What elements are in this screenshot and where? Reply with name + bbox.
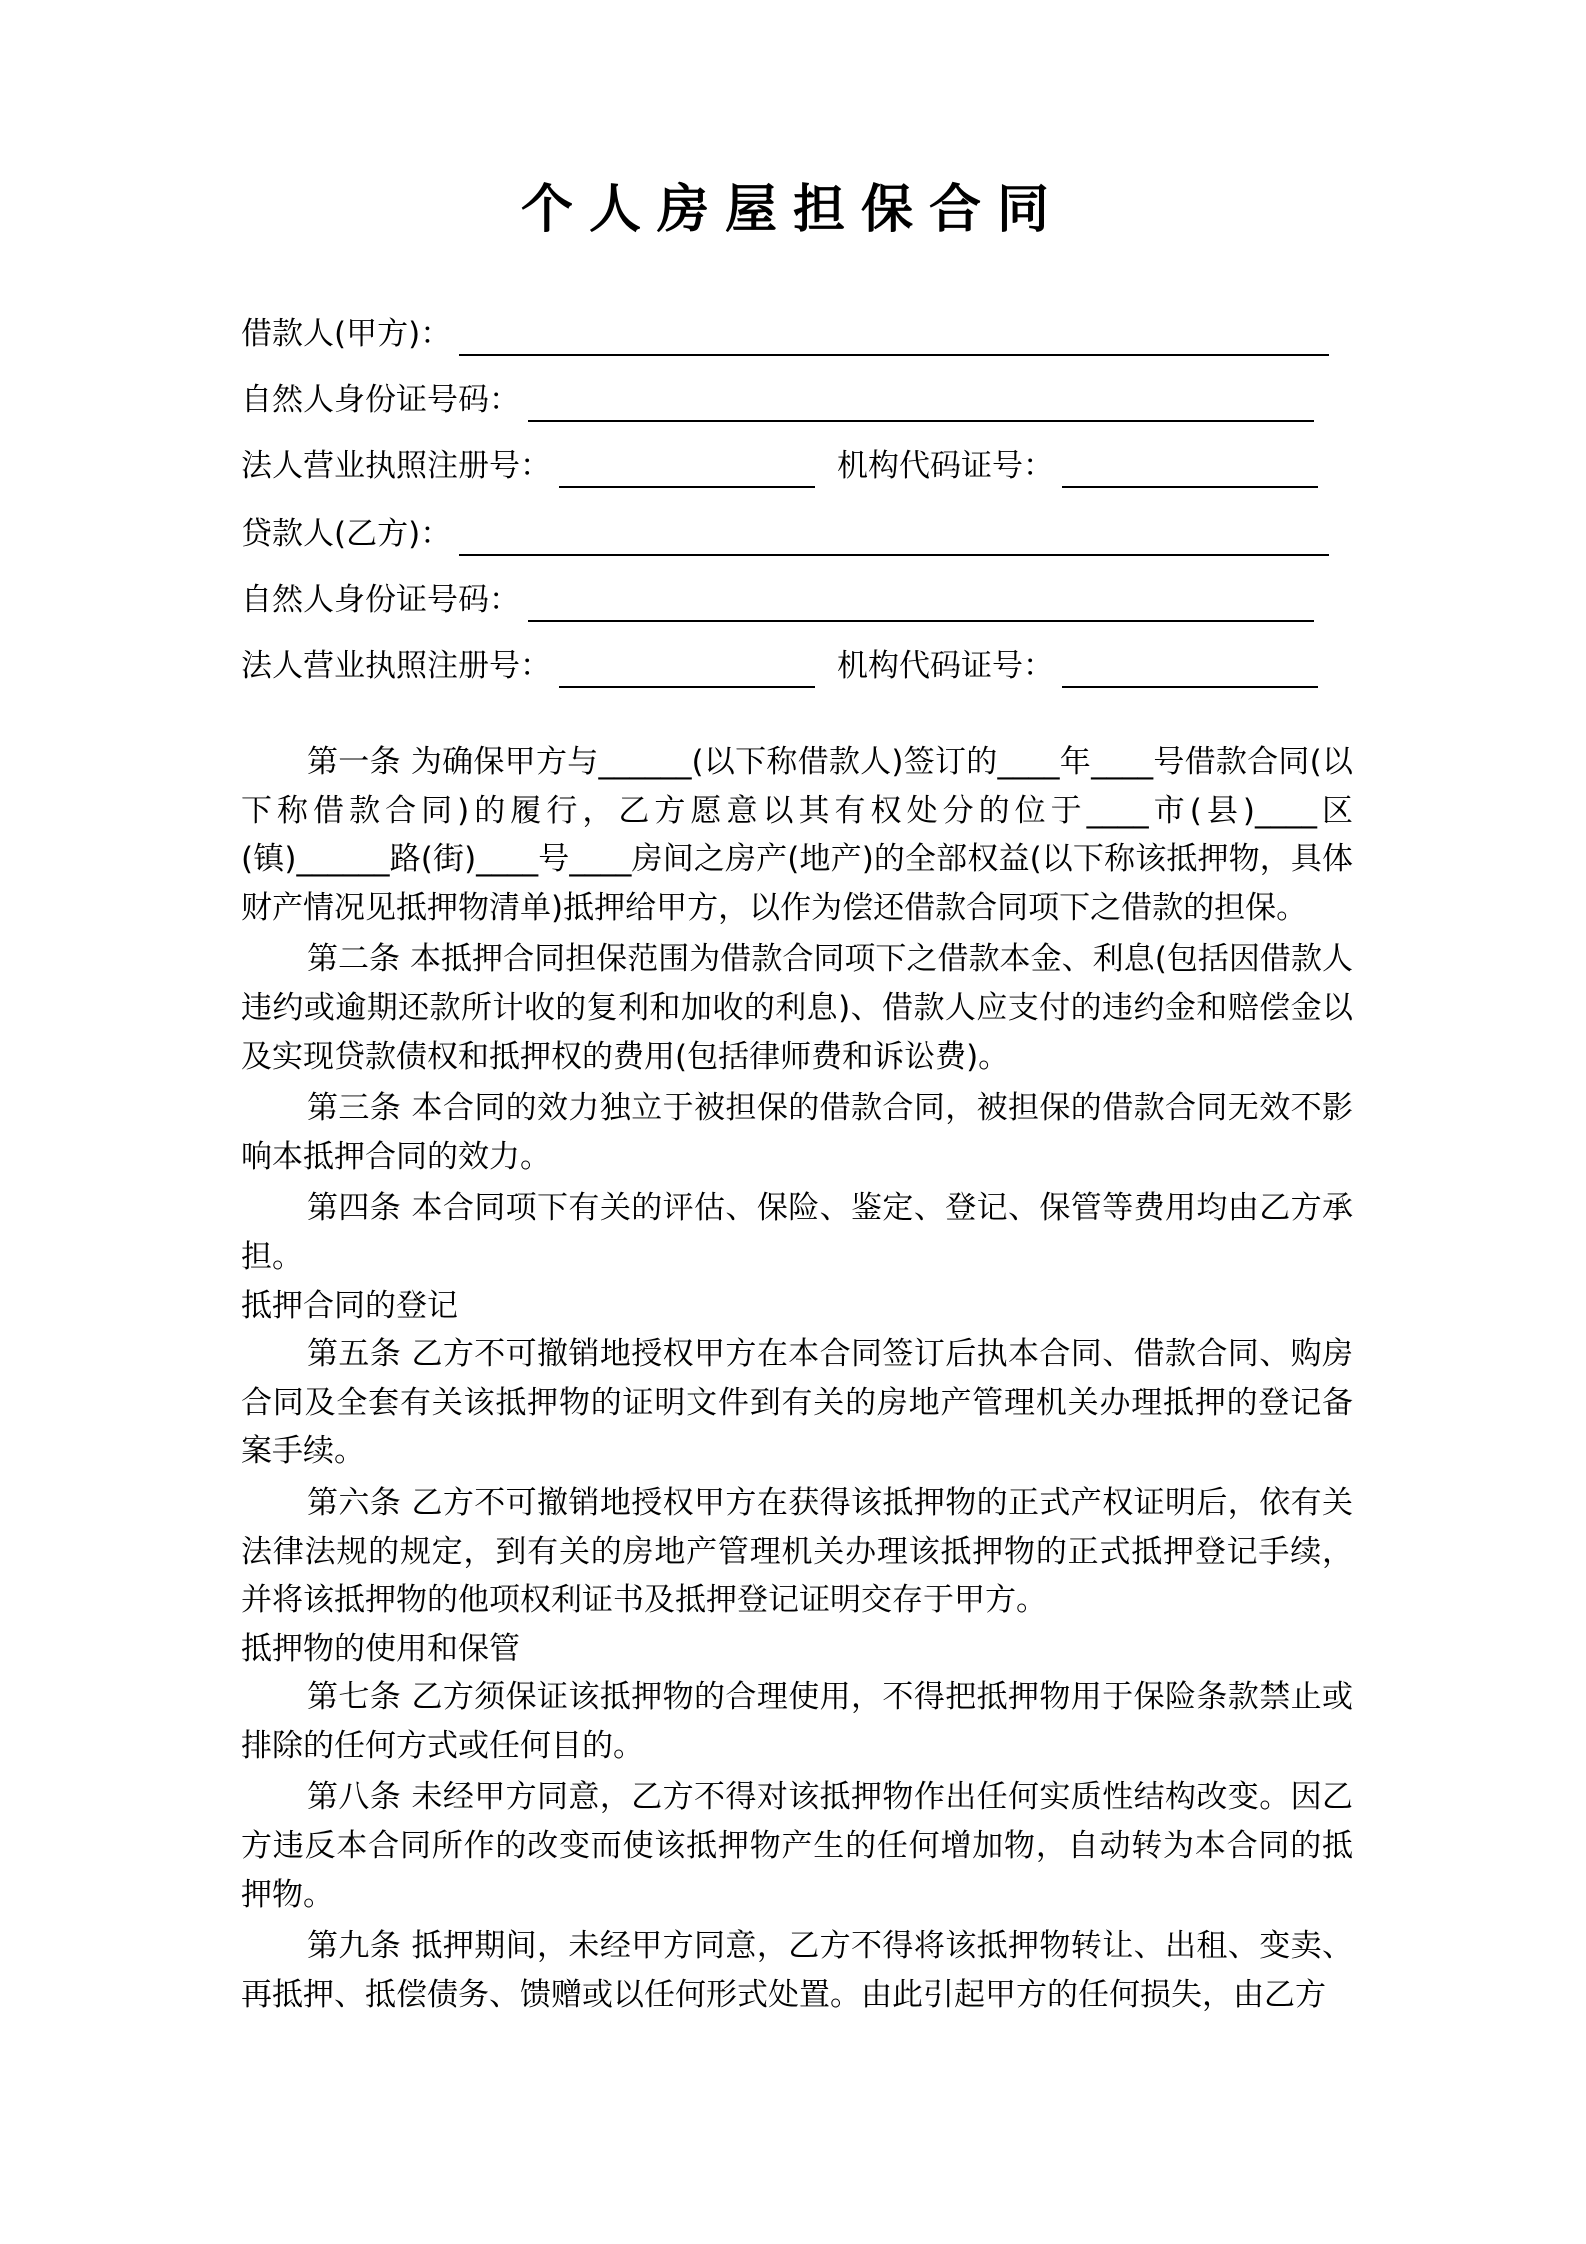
lender-id-label: 自然人身份证号码： — [241, 582, 520, 618]
clause-2: 第二条 本抵押合同担保范围为借款合同项下之借款本金、利息(包括因借款人违约或逾期还款所计收的复利和加收的利息)、借款人应支付的违约金和赔偿金以及实现贷款债权和抵押权的费用(包括律师费和诉讼费)。 — [241, 941, 1353, 1075]
clause-7: 第七条 乙方须保证该抵押物的合理使用，不得把抵押物用于保险条款禁止或排除的任何方式或任何目的。 — [241, 1679, 1353, 1764]
section-heading-usage: 抵押物的使用和保管 — [241, 1630, 520, 1667]
borrower-id-row — [241, 372, 1314, 422]
lender-license-row — [241, 638, 1318, 688]
lender-org-code-blank[interactable] — [1062, 646, 1318, 688]
borrower-label: 借款人(甲方)： — [241, 316, 452, 352]
lender-license-label: 法人营业执照注册号： — [241, 648, 551, 684]
contract-body — [241, 738, 1353, 2019]
clause-8: 第八条 未经甲方同意，乙方不得对该抵押物作出任何实质性结构改变。因乙方违反本合同所作的改变而使该抵押物产生的任何增加物，自动转为本合同的抵押物。 — [241, 1779, 1353, 1913]
borrower-license-row — [241, 438, 1318, 488]
clause-6: 第六条 乙方不可撤销地授权甲方在获得该抵押物的正式产权证明后，依有关法律法规的规定，到有关的房地产管理机关办理该抵押物的正式抵押登记手续，并将该抵押物的他项权利证书及抵押登记证明交存于甲方。 — [241, 1484, 1353, 1619]
clause-4: 第四条 本合同项下有关的评估、保险、鉴定、登记、保管等费用均由乙方承担。 — [241, 1190, 1353, 1275]
section-heading-registration: 抵押合同的登记 — [241, 1287, 458, 1324]
clause-1: 第一条 为确保甲方与______(以下称借款人)签订的____年____号借款合同(以下称借款合同)的履行，乙方愿意以其有权处分的位于____市(县)____区(镇)______路(街)____号____房间之房产(地产)的全部权益(以下称该抵押物，具体财产情况见抵押物清单)抵押给甲方，以作为偿还借款合同项下之借款的担保。 — [241, 744, 1353, 926]
borrower-id-blank[interactable] — [528, 380, 1314, 422]
borrower-row — [241, 306, 1329, 356]
lender-blank[interactable] — [459, 514, 1329, 556]
lender-license-blank[interactable] — [559, 646, 815, 688]
borrower-blank[interactable] — [459, 314, 1329, 356]
borrower-license-blank[interactable] — [559, 446, 815, 488]
lender-id-row — [241, 572, 1314, 622]
clause-3: 第三条 本合同的效力独立于被担保的借款合同，被担保的借款合同无效不影响本抵押合同的效力。 — [241, 1090, 1353, 1175]
lender-id-blank[interactable] — [528, 580, 1314, 622]
document-title: 个人房屋担保合同 — [520, 180, 1065, 240]
lender-row — [241, 506, 1329, 556]
borrower-id-label: 自然人身份证号码： — [241, 382, 520, 418]
borrower-org-code-blank[interactable] — [1062, 446, 1318, 488]
borrower-org-code-label: 机构代码证号： — [837, 448, 1054, 484]
lender-org-code-label: 机构代码证号： — [837, 648, 1054, 684]
lender-label: 贷款人(乙方)： — [241, 516, 452, 552]
clause-9: 第九条 抵押期间，未经甲方同意，乙方不得将该抵押物转让、出租、变卖、再抵押、抵偿债务、馈赠或以任何形式处置。由此引起甲方的任何损失，由乙方 — [241, 1928, 1353, 2013]
clause-5: 第五条 乙方不可撤销地授权甲方在本合同签订后执本合同、借款合同、购房合同及全套有关该抵押物的证明文件到有关的房地产管理机关办理抵押的登记备案手续。 — [241, 1336, 1353, 1470]
borrower-license-label: 法人营业执照注册号： — [241, 448, 551, 484]
